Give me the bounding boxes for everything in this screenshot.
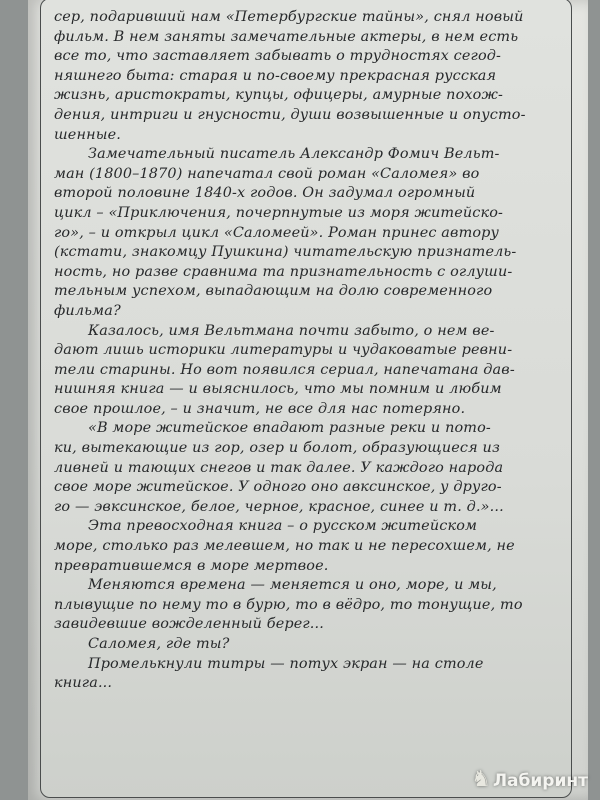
- text-line: дения, интриги и гнусности, души возвышенные и опусто-: [54, 106, 526, 123]
- text-line: превратившемся в море мертвое.: [54, 557, 329, 574]
- text-line: Меняются времена — меняется и оно, море, и мы,: [88, 577, 497, 594]
- text-line: цикл – «Приключения, почерпнутые из моря житейско-: [54, 204, 504, 221]
- text-line: го — эвксинское, белое, черное, красное, синее и т. д.»...: [54, 498, 504, 515]
- text-line: завидевшие вожделенный берег...: [54, 616, 324, 633]
- text-line: ман (1800–1870) напечатал свой роман «Саломея» во: [54, 165, 480, 182]
- text-line: второй половине 1840-х годов. Он задумал огромный: [54, 185, 476, 202]
- watermark-text: Лабиринт: [492, 771, 588, 791]
- text-line: ность, но разве сравнима та признательность с оглуши-: [54, 263, 513, 280]
- text-line: сер, подаривший нам «Петербургские тайны», снял новый: [54, 9, 524, 25]
- text-line: нишняя книга — и выяснилось, что мы помним и любим: [54, 381, 502, 398]
- text-line: все то, что заставляет забывать о трудностях сегод-: [54, 48, 502, 65]
- text-line: море, столько раз мелевшем, но так и не пересохшем, не: [54, 538, 515, 555]
- text-line: Казалось, имя Вельтмана почти забыто, о нем ве-: [88, 322, 495, 339]
- labirint-logo-icon: ♞: [471, 767, 491, 792]
- labirint-watermark: [471, 767, 588, 792]
- text-line: ки, вытекающие из гор, озер и болот, образующиеся из: [54, 440, 500, 457]
- text-line: го», – и открыл цикл «Саломеей». Роман принес автору: [54, 224, 500, 241]
- text-line: тельным успехом, выпадающим на долю современного: [54, 283, 493, 300]
- text-line: Замечательный писатель Александр Фомич Вельт-: [88, 146, 500, 163]
- text-line: свое прошлое, – и значит, не все для нас потеряно.: [54, 400, 466, 417]
- text-line: шенные.: [54, 126, 121, 143]
- text-line: тели старины. Но вот появился сериал, напечатана дав-: [54, 361, 515, 378]
- text-line: фильма?: [54, 302, 121, 319]
- text-line: книга...: [54, 675, 113, 692]
- text-line: Эта превосходная книга – о русском житейском: [88, 518, 478, 535]
- text-line: свое море житейское. У одного оно авксинское, у друго-: [54, 479, 502, 496]
- text-line: няшнего быта: старая и по-своему прекрасная русская: [54, 67, 497, 84]
- text-line: «В море житейское впадают разные реки и пото-: [88, 420, 491, 437]
- text-line: плывущие по нему то в бурю, то в вёдро, то тонущие, то: [54, 596, 523, 613]
- text-line: дают лишь историки литературы и чудаковатые ревни-: [54, 342, 513, 359]
- page-text: [54, 8, 564, 694]
- text-line: жизнь, аристократы, купцы, офицеры, амурные похож-: [54, 87, 504, 104]
- text-line: фильм. В нем заняты замечательные актеры, в нем есть: [54, 28, 519, 45]
- text-line: (кстати, знакомцу Пушкина) читательскую признатель-: [54, 244, 517, 261]
- text-line: Промелькнули титры — потух экран — на столе: [88, 655, 484, 672]
- text-line: Саломея, где ты?: [88, 636, 230, 652]
- text-line: ливней и тающих снегов и так далее. У каждого народа: [54, 459, 504, 476]
